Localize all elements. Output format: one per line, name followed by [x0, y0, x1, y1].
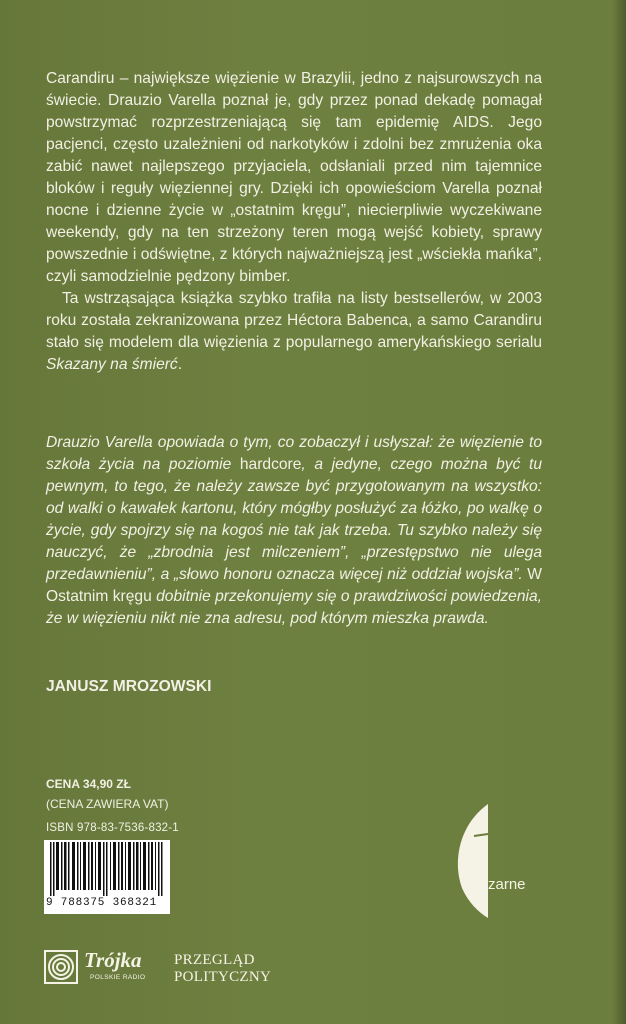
- barcode-bars: [44, 840, 170, 896]
- trojka-logo-subtitle: POLSKIE RADIO: [90, 974, 146, 981]
- series-title: Skazany na śmierć: [46, 356, 178, 373]
- price-block: [46, 774, 168, 814]
- trojka-radio-logo-icon: [44, 950, 78, 984]
- przeglad-polityczny-logo: [174, 952, 271, 986]
- czarne-publisher-logo: [448, 800, 538, 920]
- review-author: JANUSZ MROZOWSKI: [46, 678, 212, 695]
- review-paragraph: [46, 432, 542, 630]
- blurb-paragraph-1: Carandiru – największe więzienie w Brazylii, jedno z najsurowszych na świecie. Drauzio Varella poznał je, gdy przez ponad dekadę pomagał powstrzymać rozprzestrzeniającą się tam epidemię AIDS. Jego pacjenci, często uzależnieni od narkotyków i zdolni bez zmrużenia oka zabić nawet najlepszego przyjaciela, odsłaniali przed nim tajemnice bloków i reguły więziennej gry. Dzięki ich opowieściom Varella poznał nocne i dzienne życie w „ostatnim kręgu”, niecierpliwie wyczekiwane weekendy, gdy na ten strzeżony teren mogą wejść kobiety, sprawy powszednie i odświętne, z których najważniejszą jest „wściekła mańka”, czyli samodzielnie pędzony bimber.: [46, 70, 542, 285]
- blurb: [46, 68, 542, 376]
- review-part-2: , a jedyne, czego można być tu pewnym, to tego, że należy zawsze być przygotowanym na wszystko: od walki o kawałek kartonu, który mógłby posłużyć za łóżko, po walkę o życie, gdy spojrzy się na kogoś nie tak jak trzeba. Tu szybko należy się nauczyć, że „zbrodnia jest milczeniem”, „przestępstwo nie ulega przedawnieniu”, a „słowo honoru oznacza więcej niż oddział wojska”.: [46, 456, 542, 583]
- review-part-3: dobitnie przekonujemy się o prawdziwości powiedzenia, że w więzieniu nikt nie zna adresu, pod którym mieszka prawda.: [46, 588, 542, 627]
- spine-shadow: [612, 0, 626, 1024]
- przeglad-line-1: PRZEGLĄD: [174, 952, 255, 968]
- isbn-label: ISBN 978-83-7536-832-1: [46, 822, 179, 834]
- price-vat-note: (CENA ZAWIERA VAT): [46, 797, 169, 811]
- przeglad-line-2: POLITYCZNY: [174, 969, 272, 985]
- blurb-paragraph-2: [46, 288, 542, 376]
- review-book-title: W Ostatnim kręgu: [46, 566, 542, 605]
- price-label: CENA 34,90 ZŁ: [46, 777, 131, 791]
- blurb-paragraph-2-end: .: [177, 356, 183, 373]
- blurb-paragraph-2-text: Ta wstrząsająca książka szybko trafiła na listy bestsellerów, w 2003 roku została zekranizowana przez Héctora Babenca, a samo Carandiru stało się modelem dla więzienia z popularnego amerykańskiego serialu: [46, 290, 542, 351]
- publisher-name: zarne: [488, 876, 526, 893]
- barcode-digits: 9 788375 368321: [46, 897, 158, 909]
- trojka-logo-text: Trójka: [84, 948, 142, 972]
- review-part-1: Drauzio Varella opowiada o tym, co zobaczył i usłyszał: że więzienie to szkoła życia na poziomie: [46, 434, 542, 473]
- review-quote: [46, 432, 542, 630]
- review-hardcore: hardcore: [239, 456, 302, 473]
